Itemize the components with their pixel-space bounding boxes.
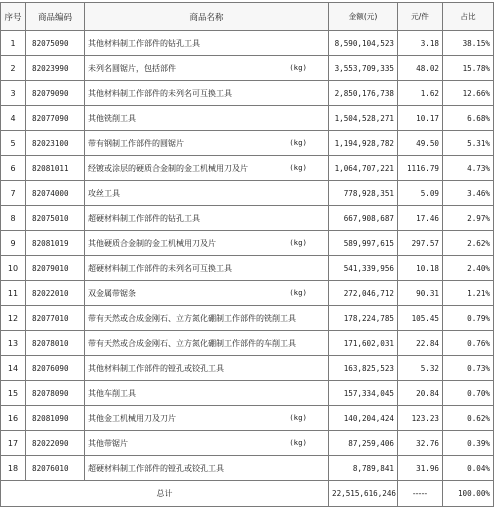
product-name: 其他硬质合金制的金工机械用刀及片 <box>88 238 216 248</box>
unit-label: (kg) <box>289 437 307 447</box>
unit-label: (kg) <box>289 237 307 247</box>
unit-label: (kg) <box>289 162 307 172</box>
share: 15.78% <box>443 56 494 81</box>
unit-label: (kg) <box>289 137 307 147</box>
row-number: 12 <box>1 306 26 331</box>
header-code: 商品编码 <box>26 3 85 31</box>
product-code: 82078010 <box>26 331 85 356</box>
product-name: 带有钢制工作部件的圆锯片 <box>88 138 184 148</box>
table-row <box>1 156 494 181</box>
product-code: 82079010 <box>26 256 85 281</box>
row-number: 2 <box>1 56 26 81</box>
product-name: 带有天然或合成金刚石、立方氮化硼制工作部件的车削工具 <box>88 338 296 348</box>
table-row <box>1 56 494 81</box>
share: 0.79% <box>443 306 494 331</box>
product-code: 82076010 <box>26 456 85 481</box>
product-name-cell <box>85 306 329 331</box>
row-number: 17 <box>1 431 26 456</box>
product-name: 其他铣削工具 <box>88 113 136 123</box>
row-number: 1 <box>1 31 26 56</box>
share: 1.21% <box>443 281 494 306</box>
share: 0.04% <box>443 456 494 481</box>
table-row <box>1 31 494 56</box>
unit-price: 90.31 <box>398 281 443 306</box>
unit-price: 20.84 <box>398 381 443 406</box>
row-number: 10 <box>1 256 26 281</box>
amount: 140,204,424 <box>329 406 398 431</box>
unit-price: 5.09 <box>398 181 443 206</box>
product-code: 82023990 <box>26 56 85 81</box>
share: 3.46% <box>443 181 494 206</box>
unit-price: 1.62 <box>398 81 443 106</box>
table-row <box>1 231 494 256</box>
amount: 2,850,176,738 <box>329 81 398 106</box>
header-no: 序号 <box>1 3 26 31</box>
total-price: ----- <box>398 481 443 507</box>
unit-price: 48.02 <box>398 56 443 81</box>
product-name: 未列名圆锯片，包括部件 <box>88 63 176 73</box>
table-row <box>1 131 494 156</box>
row-number: 7 <box>1 181 26 206</box>
product-code: 82078090 <box>26 381 85 406</box>
amount: 163,825,523 <box>329 356 398 381</box>
row-number: 9 <box>1 231 26 256</box>
product-name: 其他带锯片 <box>88 438 128 448</box>
product-table <box>0 2 494 507</box>
table-row <box>1 281 494 306</box>
amount: 87,259,406 <box>329 431 398 456</box>
table-row <box>1 456 494 481</box>
amount: 1,504,528,271 <box>329 106 398 131</box>
table-row <box>1 181 494 206</box>
product-name-cell <box>85 181 329 206</box>
amount: 1,194,928,782 <box>329 131 398 156</box>
row-number: 6 <box>1 156 26 181</box>
product-name-cell <box>85 156 329 181</box>
table-row <box>1 106 494 131</box>
unit-price: 5.32 <box>398 356 443 381</box>
unit-price: 31.96 <box>398 456 443 481</box>
total-share: 100.00% <box>443 481 494 507</box>
total-label: 总计 <box>1 481 329 507</box>
product-code: 82022090 <box>26 431 85 456</box>
product-name: 双金属带锯条 <box>88 288 136 298</box>
product-code: 82023100 <box>26 131 85 156</box>
header-unit-price: 元/件 <box>398 3 443 31</box>
header-row <box>1 3 494 31</box>
product-name: 其他车削工具 <box>88 388 136 398</box>
share: 0.76% <box>443 331 494 356</box>
product-name: 其他材料制工作部件的未列名可互换工具 <box>88 88 232 98</box>
product-code: 82077010 <box>26 306 85 331</box>
table-row <box>1 406 494 431</box>
product-name: 其他材料制工作部件的钻孔工具 <box>88 38 200 48</box>
table-row <box>1 206 494 231</box>
product-name: 超硬材料制工作部件的钻孔工具 <box>88 213 200 223</box>
row-number: 15 <box>1 381 26 406</box>
product-name-cell <box>85 381 329 406</box>
table-row <box>1 81 494 106</box>
product-code: 82075010 <box>26 206 85 231</box>
unit-price: 17.46 <box>398 206 443 231</box>
unit-price: 10.18 <box>398 256 443 281</box>
table-row <box>1 381 494 406</box>
unit-label: (kg) <box>289 62 307 72</box>
product-code: 82076090 <box>26 356 85 381</box>
row-number: 18 <box>1 456 26 481</box>
unit-price: 105.45 <box>398 306 443 331</box>
product-name-cell <box>85 31 329 56</box>
share: 6.68% <box>443 106 494 131</box>
product-code: 82077090 <box>26 106 85 131</box>
product-name: 带有天然或合成金刚石、立方氮化硼制工作部件的铣削工具 <box>88 313 296 323</box>
product-name-cell <box>85 81 329 106</box>
share: 0.73% <box>443 356 494 381</box>
product-name: 超硬材料制工作部件的镗孔或铰孔工具 <box>88 463 224 473</box>
row-number: 16 <box>1 406 26 431</box>
share: 12.66% <box>443 81 494 106</box>
product-code: 82079090 <box>26 81 85 106</box>
export-table-container <box>0 2 494 507</box>
product-name: 其他金工机械用刀及刀片 <box>88 413 176 423</box>
share: 0.62% <box>443 406 494 431</box>
row-number: 4 <box>1 106 26 131</box>
row-number: 8 <box>1 206 26 231</box>
share: 2.97% <box>443 206 494 231</box>
table-row <box>1 431 494 456</box>
table-row <box>1 356 494 381</box>
amount: 667,908,687 <box>329 206 398 231</box>
share: 38.15% <box>443 31 494 56</box>
amount: 1,064,707,221 <box>329 156 398 181</box>
unit-price: 10.17 <box>398 106 443 131</box>
product-name: 攻丝工具 <box>88 188 120 198</box>
table-row <box>1 306 494 331</box>
product-code: 82081090 <box>26 406 85 431</box>
unit-price: 123.23 <box>398 406 443 431</box>
product-name-cell <box>85 431 329 456</box>
product-code: 82075090 <box>26 31 85 56</box>
table-row <box>1 256 494 281</box>
row-number: 13 <box>1 331 26 356</box>
unit-label: (kg) <box>289 412 307 422</box>
product-name-cell <box>85 331 329 356</box>
unit-price: 22.84 <box>398 331 443 356</box>
row-number: 3 <box>1 81 26 106</box>
product-name-cell <box>85 131 329 156</box>
share: 5.31% <box>443 131 494 156</box>
total-row <box>1 481 494 507</box>
table-row <box>1 331 494 356</box>
share: 2.40% <box>443 256 494 281</box>
header-amount: 金额(元) <box>329 3 398 31</box>
amount: 778,928,351 <box>329 181 398 206</box>
amount: 171,602,031 <box>329 331 398 356</box>
product-name-cell <box>85 256 329 281</box>
amount: 8,590,104,523 <box>329 31 398 56</box>
product-name-cell <box>85 356 329 381</box>
header-share: 占比 <box>443 3 494 31</box>
row-number: 5 <box>1 131 26 156</box>
product-name: 超硬材料制工作部件的未列名可互换工具 <box>88 263 232 273</box>
product-code: 82081019 <box>26 231 85 256</box>
amount: 178,224,785 <box>329 306 398 331</box>
product-name: 经镀或涂层的硬质合金制的金工机械用刀及片 <box>88 163 248 173</box>
amount: 272,046,712 <box>329 281 398 306</box>
product-name-cell <box>85 231 329 256</box>
row-number: 11 <box>1 281 26 306</box>
product-name-cell <box>85 281 329 306</box>
unit-price: 32.76 <box>398 431 443 456</box>
share: 2.62% <box>443 231 494 256</box>
row-number: 14 <box>1 356 26 381</box>
product-code: 82022010 <box>26 281 85 306</box>
product-name-cell <box>85 456 329 481</box>
product-name-cell <box>85 406 329 431</box>
unit-price: 297.57 <box>398 231 443 256</box>
share: 0.70% <box>443 381 494 406</box>
share: 4.73% <box>443 156 494 181</box>
product-name: 其他材料制工作部件的镗孔或铰孔工具 <box>88 363 224 373</box>
product-name-cell <box>85 206 329 231</box>
amount: 8,789,841 <box>329 456 398 481</box>
amount: 3,553,709,335 <box>329 56 398 81</box>
header-name: 商品名称 <box>85 3 329 31</box>
unit-label: (kg) <box>289 287 307 297</box>
product-code: 82081011 <box>26 156 85 181</box>
unit-price: 3.18 <box>398 31 443 56</box>
amount: 541,339,956 <box>329 256 398 281</box>
product-name-cell <box>85 106 329 131</box>
amount: 589,997,615 <box>329 231 398 256</box>
unit-price: 1116.79 <box>398 156 443 181</box>
share: 0.39% <box>443 431 494 456</box>
total-amount: 22,515,616,246 <box>329 481 398 507</box>
amount: 157,334,045 <box>329 381 398 406</box>
product-code: 82074000 <box>26 181 85 206</box>
product-name-cell <box>85 56 329 81</box>
unit-price: 49.50 <box>398 131 443 156</box>
